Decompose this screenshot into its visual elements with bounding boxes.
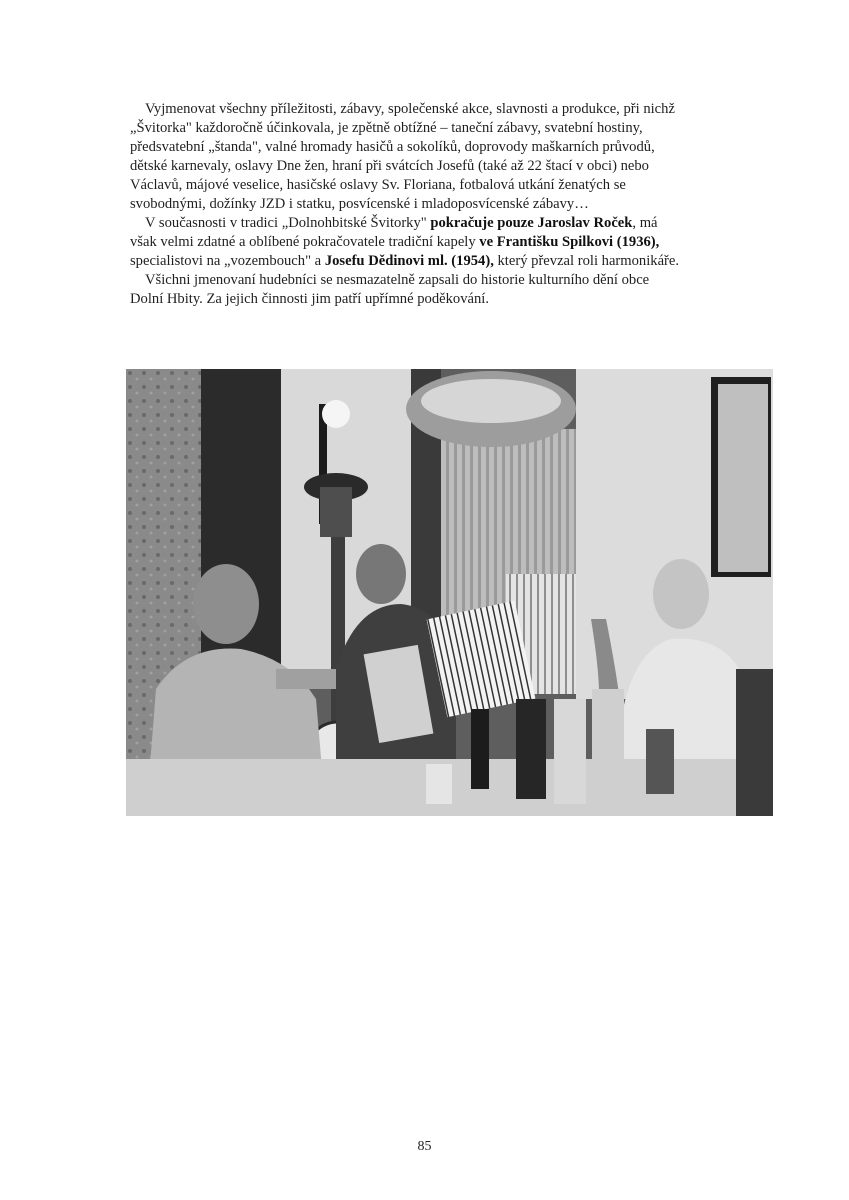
body-text [130,100,790,309]
text-line: Všichni jmenovaní hudebníci se nesmazatelně zapsali do historie kulturního dění obce [145,272,650,288]
page-number: 85 [417,1139,432,1154]
bold-name: ve Františku Spilkovi (1936), [479,234,660,250]
paragraph-2 [130,214,790,271]
text-line [130,252,790,271]
band-photo [126,369,773,816]
text-line: dětské karnevaly, oslavy Dne žen, hraní při svátcích Josefů (také až 22 štací v obci) nebo [130,158,649,174]
text-line: svobodnými, dožínky JZD i statku, posvícenské i mladoposvícenské zábavy… [130,196,589,212]
text-run: specialistovi na „vozembouch" a [130,253,325,269]
text-run: , má [632,215,658,231]
text-line: „Švitorka" každoročně účinkovala, je zpětně obtížné – taneční zábavy, svatební hostiny, [130,120,643,136]
text-line: Dolní Hbity. Za jejich činnosti jim patří upřímné poděkování. [130,291,489,307]
text-run: který převzal roli harmonikáře. [493,253,680,269]
text-line: Václavů, májové veselice, hasičské oslavy Sv. Floriana, fotbalová utkání ženatých se [130,177,626,193]
text-line: Vyjmenovat všechny příležitosti, zábavy, společenské akce, slavnosti a produkce, při nichž [145,101,675,117]
paragraph-1 [130,100,790,214]
paragraph-3 [130,271,790,309]
text-run: V současnosti v tradici „Dolnohbitské Švitorky" [145,215,431,231]
bold-name: pokračuje pouze Jaroslav Roček [430,215,633,231]
text-line [130,233,790,252]
bold-name: Josefu Dědinovi ml. (1954), [324,253,494,269]
text-line [130,214,790,233]
text-line: předsvatební „štanda", valné hromady hasičů a sokolíků, doprovody maškarních průvodů, [130,139,655,155]
text-run: však velmi zdatné a oblíbené pokračovatele tradiční kapely [130,234,480,250]
